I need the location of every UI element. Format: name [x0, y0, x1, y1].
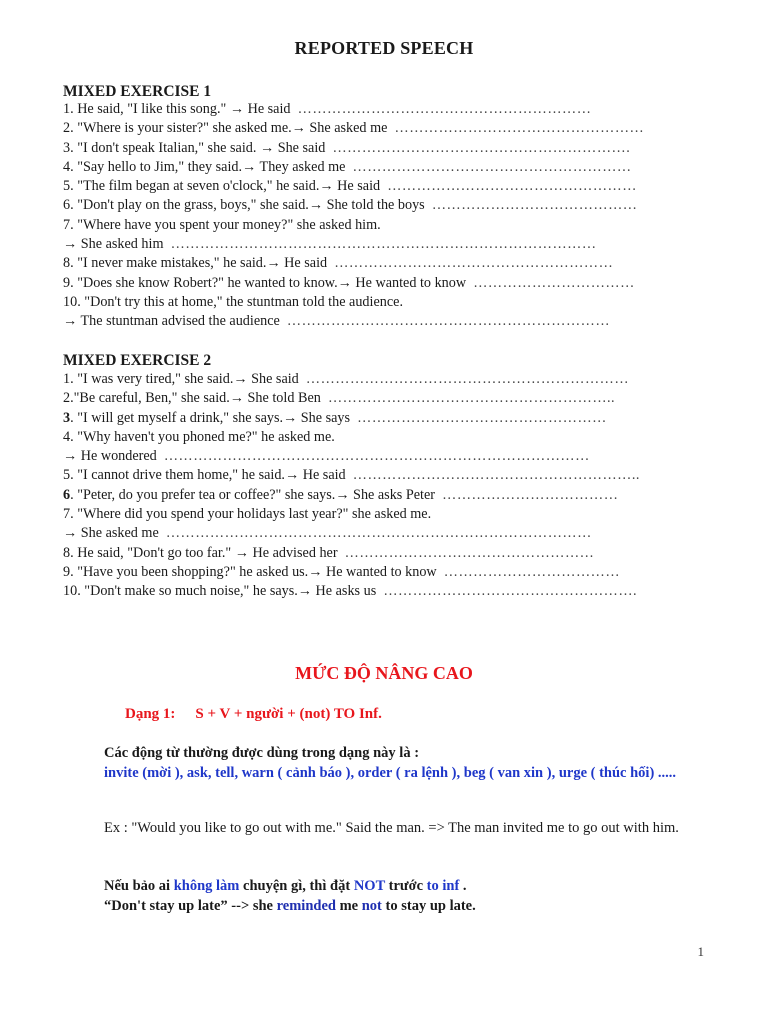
- rule-highlight-to-inf: to inf: [426, 878, 460, 894]
- answer-blank: …………………………………………………: [334, 255, 614, 272]
- answer-blank: ……………………………………………………………………………: [170, 236, 597, 253]
- answer-blank: ……………………………………………: [344, 544, 595, 561]
- rule-example-highlight-reminded: reminded: [276, 898, 336, 914]
- answer-blank: ………………………………: [443, 563, 621, 580]
- exercise-line: [63, 100, 703, 119]
- line-text: . "Peter, do you prefer tea or coffee?" she says.→ She asks Peter: [70, 486, 436, 503]
- line-text: 2."Be careful, Ben," she said.→ She told Ben: [63, 390, 321, 407]
- exercise-line: [63, 274, 703, 293]
- line-text: → The stuntman advised the audience: [63, 313, 280, 330]
- line-text: 9. "Have you been shopping?" he asked us.→ He wanted to know: [63, 563, 437, 580]
- line-text: 10. "Don't make so much noise," he says.→ He asks us: [63, 583, 377, 600]
- exercise-line: [63, 196, 703, 215]
- exercise-line: [63, 177, 703, 196]
- exercise-line: [63, 505, 703, 524]
- page-number: 1: [697, 944, 704, 959]
- form-1-label: Dạng 1:: [125, 706, 176, 722]
- exercise-line: [63, 389, 703, 408]
- answer-blank: ……………………………………………: [357, 409, 607, 426]
- line-text: 5. "The film began at seven o'clock," he said.→ He said: [63, 178, 381, 195]
- verbs-intro: Các động từ thường được dùng trong dạng này là :: [104, 745, 420, 761]
- verbs-list: invite (mời ), ask, tell, warn ( cảnh báo ), order ( ra lệnh ), beg ( van xin ), urge ( thúc hối) .....: [104, 765, 677, 781]
- answer-blank: …………………………………………………….: [332, 139, 631, 156]
- answer-blank: …………………………………………………: [352, 158, 632, 175]
- exercise-line: [63, 466, 703, 485]
- answer-blank: ……………………………………: [431, 197, 638, 214]
- line-text: . "I will get myself a drink," she says.→ She says: [70, 409, 351, 426]
- line-text: 8. He said, "Don't go too far." → He advised her: [63, 544, 338, 561]
- line-number: 6: [63, 486, 71, 503]
- page-title: REPORTED SPEECH: [294, 38, 474, 58]
- answer-blank: ……………………………………………………: [297, 101, 592, 117]
- exercise-line: [63, 409, 703, 428]
- line-text: 10. "Don't try this at home," the stuntman told the audience.: [63, 293, 403, 310]
- answer-blank: …………………………………………………..: [352, 467, 640, 484]
- exercise-line: [63, 235, 703, 254]
- rule-example-highlight-not: not: [361, 898, 382, 914]
- line-text: 5. "I cannot drive them home," he said.→ He said: [63, 467, 346, 484]
- form-1-heading: [125, 706, 382, 723]
- exercise-2-lines: [63, 370, 703, 602]
- line-text: 1. "I was very tired," she said.→ She said: [63, 371, 299, 387]
- exercise-line: [63, 370, 703, 389]
- exercise-line: [63, 428, 703, 447]
- line-text: 6. "Don't play on the grass, boys," she said.→ She told the boys: [63, 197, 425, 214]
- exercise-line: [63, 119, 703, 138]
- line-text: → He wondered: [63, 448, 157, 465]
- answer-blank: ……………………………………………………………………………: [165, 525, 592, 542]
- rule-text-1: Nếu bảo ai: [104, 878, 174, 894]
- exercise-line: [63, 312, 703, 331]
- answer-blank: ……………………………………………………………………………: [163, 448, 590, 465]
- exercise-2-heading: MIXED EXERCISE 2: [63, 352, 212, 369]
- exercise-1-lines: [63, 100, 703, 332]
- not-rule: [104, 876, 704, 896]
- rule-text-4: .: [459, 878, 467, 894]
- exercise-line: [63, 447, 703, 466]
- rule-highlight-1: không làm: [173, 878, 240, 894]
- answer-blank: …………………………………………………………: [305, 371, 629, 387]
- exercise-line: [63, 486, 703, 505]
- form-1-formula: S + V + người + (not) TO Inf.: [195, 706, 382, 722]
- line-text: 7. "Where did you spend your holidays last year?" she asked me.: [63, 506, 432, 523]
- exercise-line: [63, 582, 703, 601]
- exercise-line: [63, 254, 703, 273]
- answer-blank: …………………………………………….: [383, 583, 638, 600]
- line-text: 2. "Where is your sister?" she asked me.→ She asked me: [63, 120, 388, 137]
- line-text: → She asked him: [63, 236, 164, 253]
- rule-example-text-2: me: [335, 898, 362, 914]
- exercise-line: [63, 216, 703, 235]
- rule-example-text-3: to stay up late.: [381, 898, 476, 914]
- rule-highlight-not: NOT: [353, 878, 385, 894]
- line-text: 7. "Where have you spent your money?" she asked him.: [63, 216, 381, 233]
- answer-blank: …………………………………………………..: [327, 390, 616, 407]
- line-text: 3. "I don't speak Italian," she said. → She said: [63, 139, 326, 156]
- line-text: → She asked me: [63, 525, 159, 542]
- line-text: 4. "Why haven't you phoned me?" he asked me.: [63, 428, 335, 445]
- answer-blank: ………………………………: [442, 486, 619, 503]
- exercise-line: [63, 544, 703, 563]
- not-rule-example: [104, 896, 704, 916]
- exercise-line: [63, 524, 703, 543]
- advanced-section-title: MỨC ĐỘ NÂNG CAO: [295, 663, 473, 683]
- line-text: 4. "Say hello to Jim," they said.→ They asked me: [63, 158, 346, 175]
- rule-text-2: chuyện gì, thì đặt: [239, 878, 354, 894]
- line-text: 9. "Does she know Robert?" he wanted to know.→ He wanted to know: [63, 274, 467, 291]
- exercise-line: [63, 293, 703, 312]
- answer-blank: …………………………………………………………: [286, 313, 611, 330]
- exercise-line: [63, 563, 703, 582]
- line-text: 1. He said, "I like this song." → He said: [63, 101, 291, 117]
- example-sentence: Ex : "Would you like to go out with me." Said the man. => The man invited me to go out with him.: [104, 820, 679, 836]
- exercise-line: [63, 158, 703, 177]
- rule-example-text-1: “Don't stay up late” --> she: [104, 898, 277, 914]
- exercise-line: [63, 139, 703, 158]
- answer-blank: ……………………………………………: [387, 178, 637, 195]
- rule-text-3: trước: [384, 878, 427, 894]
- answer-blank: ……………………………: [473, 274, 635, 291]
- line-text: 8. "I never make mistakes," he said.→ He said: [63, 255, 328, 272]
- line-number: 3: [63, 409, 71, 426]
- exercise-1-heading: MIXED EXERCISE 1: [63, 83, 212, 100]
- answer-blank: ……………………………………………: [394, 120, 645, 137]
